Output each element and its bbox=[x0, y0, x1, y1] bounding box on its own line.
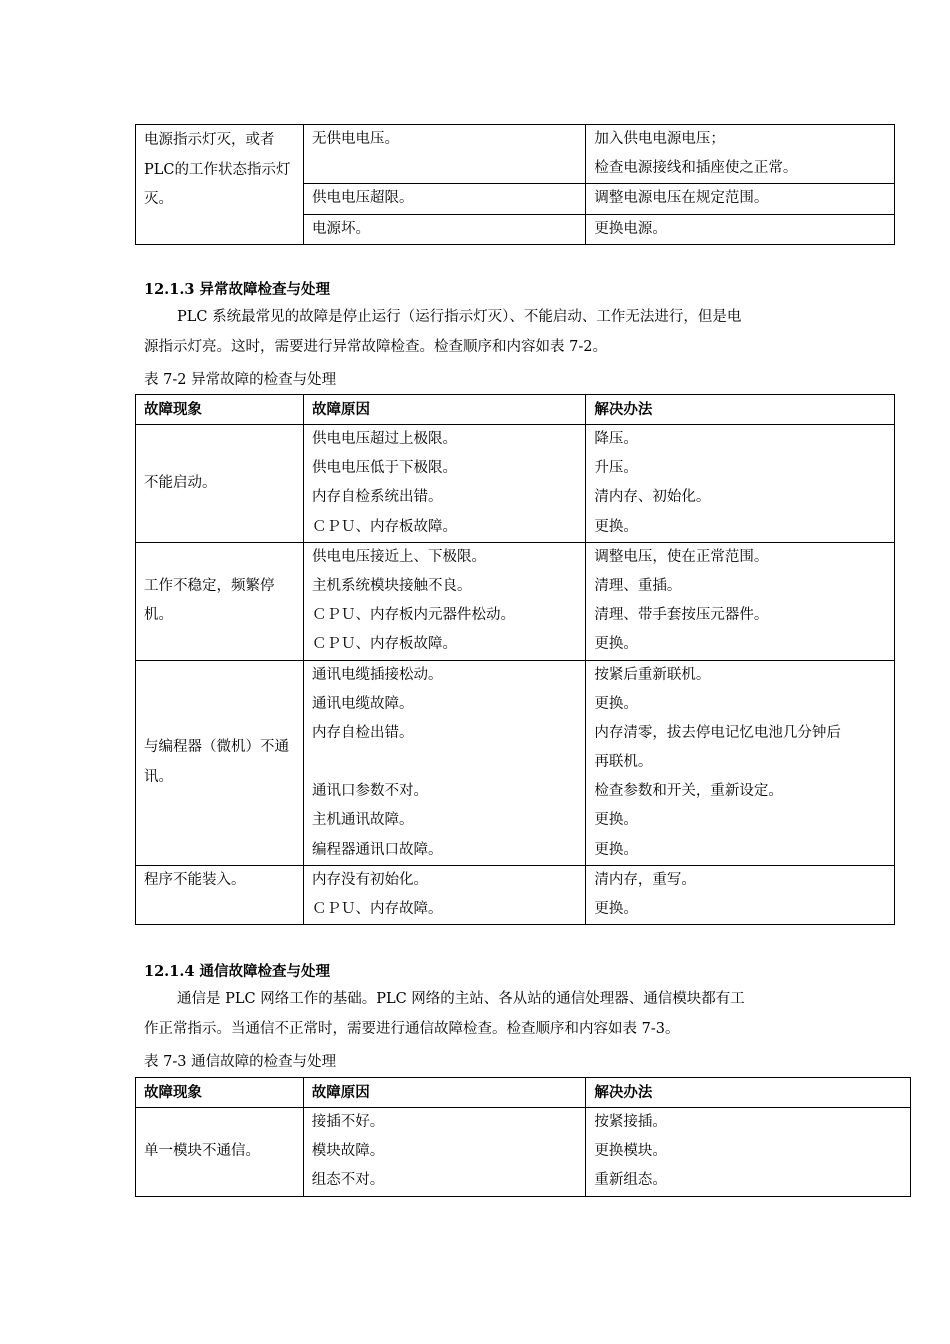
cause-line: 编程器通讯口故障。 bbox=[311, 841, 443, 858]
power-fault-table bbox=[135, 124, 895, 245]
phenomenon-text: 程序不能装入。 bbox=[144, 871, 246, 888]
table-row bbox=[136, 1108, 911, 1197]
table-caption: 表 7-3 通信故障的检查与处理 bbox=[144, 1054, 337, 1070]
cause-line: 电源坏。 bbox=[311, 220, 370, 237]
fix-cell bbox=[586, 865, 895, 924]
header-cause: 故障原因 bbox=[303, 1078, 586, 1108]
cause-cell bbox=[303, 1108, 586, 1197]
fix-line: 清内存、初始化。 bbox=[594, 489, 711, 506]
header-fix: 解决办法 bbox=[586, 395, 895, 425]
phenomenon-cell bbox=[136, 660, 304, 865]
fix-line: 调整电源电压在规定范围。 bbox=[594, 190, 769, 207]
cause-line: 通讯电缆插接松动。 bbox=[311, 666, 443, 683]
cause-cell bbox=[303, 184, 585, 214]
phenomenon-cell bbox=[136, 1108, 304, 1197]
table-header-row bbox=[136, 1078, 911, 1108]
cause-cell bbox=[303, 542, 585, 660]
table-row bbox=[136, 425, 895, 543]
phenomenon-text: 单一模块不通信。 bbox=[144, 1143, 260, 1160]
cause-line: 接插不好。 bbox=[311, 1114, 385, 1130]
cause-cell bbox=[303, 125, 585, 184]
phenomenon-text: 与编程器（微机）不通讯。 bbox=[144, 739, 289, 785]
fix-line: 清理、重插。 bbox=[594, 577, 682, 594]
cause-line: 模块故障。 bbox=[311, 1143, 385, 1160]
fix-line: 内存清零，拔去停电记忆电池几分钟后 bbox=[594, 724, 841, 741]
cause-line: 主机系统模块接触不良。 bbox=[311, 577, 472, 594]
cause-line: 主机通讯故障。 bbox=[311, 812, 414, 829]
cause-line bbox=[312, 748, 577, 777]
header-cause: 故障原因 bbox=[303, 395, 585, 425]
fix-line: 按紧后重新联机。 bbox=[594, 666, 711, 683]
phenomenon-text: 不能启动。 bbox=[144, 474, 217, 491]
cause-cell bbox=[303, 660, 585, 865]
paragraph-line: PLC 系统最常见的故障是停止运行（运行指示灯灭）、不能启动、工作无法进行，但是电 bbox=[177, 309, 742, 325]
fix-line: 更换。 bbox=[594, 901, 638, 917]
header-fix: 解决办法 bbox=[586, 1078, 911, 1108]
fix-line: 清理、带手套按压元器件。 bbox=[594, 607, 769, 624]
abnormal-fault-table bbox=[135, 394, 895, 925]
cause-cell bbox=[303, 865, 585, 924]
fix-line: 再联机。 bbox=[594, 754, 653, 771]
fix-line: 清内存，重写。 bbox=[594, 871, 696, 888]
fix-line: 更换。 bbox=[594, 812, 638, 829]
fix-line: 更换。 bbox=[594, 841, 638, 858]
paragraph-line: 通信是 PLC 网络工作的基础。PLC 网络的主站、各从站的通信处理器、通信模块都有工 bbox=[177, 991, 745, 1007]
table-caption: 表 7-2 异常故障的检查与处理 bbox=[144, 372, 337, 388]
phenomenon-cell bbox=[136, 542, 304, 660]
cause-line: 内存自检出错。 bbox=[311, 724, 414, 741]
fix-line: 降压。 bbox=[594, 431, 638, 447]
cause-line: 通讯口参数不对。 bbox=[311, 783, 428, 800]
fix-line: 按紧接插。 bbox=[594, 1114, 667, 1130]
phenomenon-cell bbox=[136, 425, 304, 543]
fix-cell bbox=[586, 1108, 911, 1197]
fix-cell bbox=[586, 425, 895, 543]
fix-cell bbox=[586, 214, 895, 244]
table-row bbox=[136, 660, 895, 865]
fix-line: 更换模块。 bbox=[594, 1143, 667, 1160]
paragraph-line: 作正常指示。当通信不正常时，需要进行通信故障检查。检查顺序和内容如表 7-3。 bbox=[144, 1021, 680, 1037]
cause-line: 组态不对。 bbox=[311, 1172, 385, 1189]
fix-line: 检查参数和开关，重新设定。 bbox=[594, 783, 783, 800]
cause-line: 供电电压超限。 bbox=[311, 190, 414, 207]
fix-line: 调整电压，使在正常范围。 bbox=[594, 548, 769, 565]
header-phenomenon: 故障现象 bbox=[136, 395, 304, 425]
table-row bbox=[136, 865, 895, 924]
table-header-row bbox=[136, 395, 895, 425]
fix-line: 更换。 bbox=[594, 518, 638, 535]
fix-line: 升压。 bbox=[594, 460, 638, 477]
fix-line: 加入供电电源电压； bbox=[594, 131, 725, 147]
paragraph-line: 源指示灯亮。这时，需要进行异常故障检查。检查顺序和内容如表 7-2。 bbox=[144, 339, 607, 355]
fix-line: 更换电源。 bbox=[594, 220, 667, 237]
comm-fault-table bbox=[135, 1077, 911, 1197]
table-row bbox=[136, 542, 895, 660]
cause-cell bbox=[303, 214, 585, 244]
cause-line: ＣＰＵ、内存板故障。 bbox=[311, 636, 457, 653]
section-heading: 12.1.3 异常故障检查与处理 bbox=[144, 281, 330, 298]
phenomenon-text: 工作不稳定，频繁停机。 bbox=[144, 577, 275, 624]
fix-cell bbox=[586, 542, 895, 660]
cause-line: 通讯电缆故障。 bbox=[311, 695, 414, 712]
cause-line: 内存自检系统出错。 bbox=[311, 489, 443, 506]
fix-cell bbox=[586, 660, 895, 865]
fix-line: 更换。 bbox=[594, 636, 638, 653]
fix-line: 检查电源接线和插座使之正常。 bbox=[594, 160, 798, 177]
cause-line: ＣＰＵ、内存故障。 bbox=[311, 901, 443, 917]
cause-line: ＣＰＵ、内存板故障。 bbox=[311, 518, 457, 535]
phenomenon-cell bbox=[136, 865, 304, 924]
cause-line: 供电电压低于下极限。 bbox=[311, 460, 457, 477]
cause-line: ＣＰＵ、内存板内元器件松动。 bbox=[311, 607, 515, 624]
fix-cell bbox=[586, 125, 895, 184]
cause-line: 供电电压接近上、下极限。 bbox=[311, 548, 486, 565]
cause-line: 内存没有初始化。 bbox=[311, 871, 428, 888]
section-heading: 12.1.4 通信故障检查与处理 bbox=[144, 963, 330, 980]
header-phenomenon: 故障现象 bbox=[136, 1078, 304, 1108]
fix-cell bbox=[586, 184, 895, 214]
fix-line: 更换。 bbox=[594, 695, 638, 712]
phenomenon-cell bbox=[136, 125, 304, 245]
fix-line: 重新组态。 bbox=[594, 1172, 667, 1189]
cause-cell bbox=[303, 425, 585, 543]
cause-line: 供电电压超过上极限。 bbox=[311, 431, 457, 447]
phenomenon-text: 电源指示灯灭，或者PLC的工作状态指示灯灭。 bbox=[144, 132, 291, 207]
cause-line: 无供电电压。 bbox=[311, 131, 399, 147]
